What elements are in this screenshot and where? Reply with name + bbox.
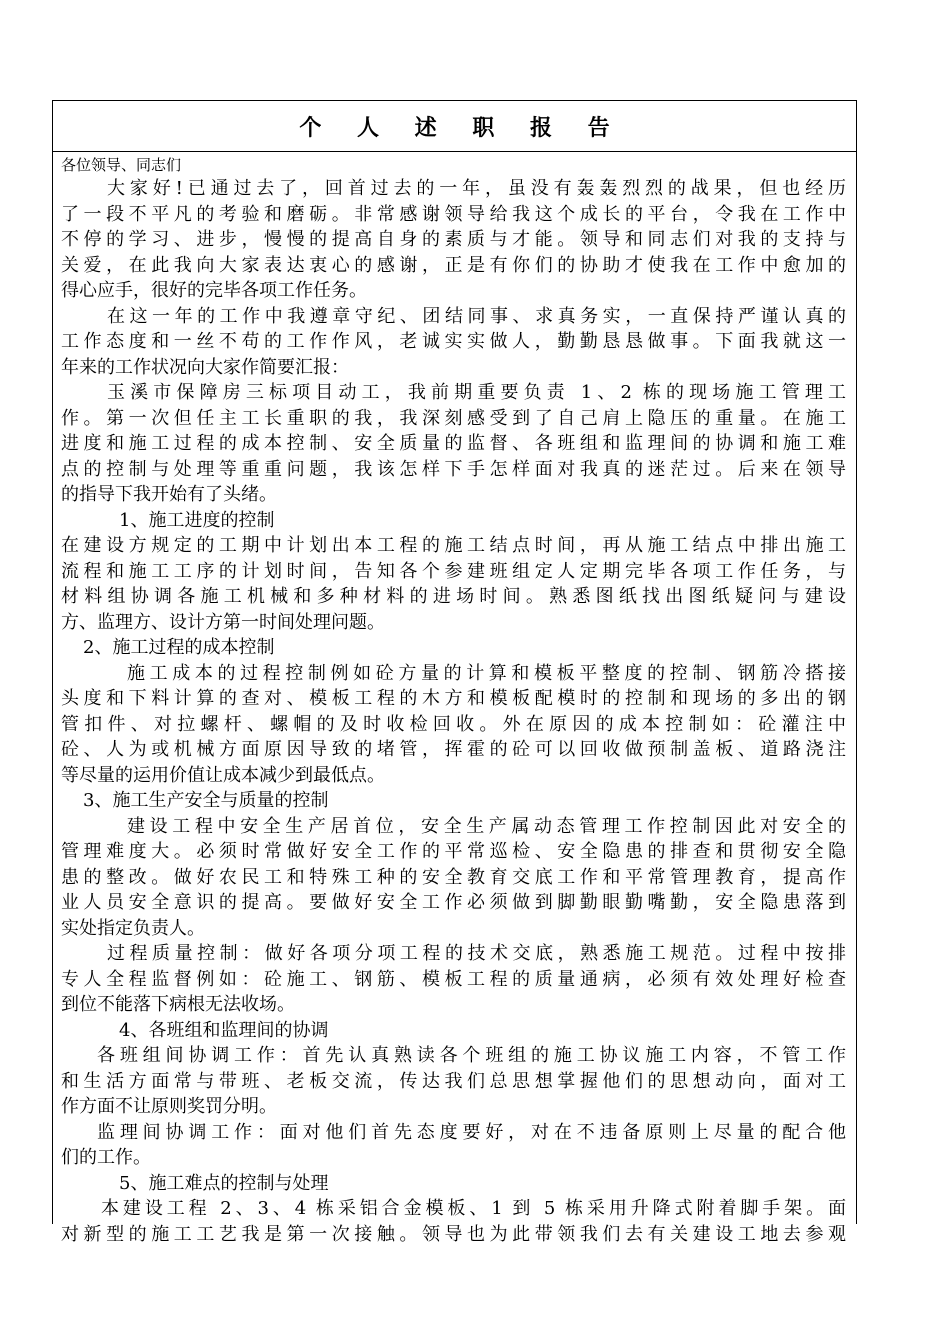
body-line: 材料组协调各施工机械和多种材料的进场时间。熟悉图纸找出图纸疑问与建设 — [61, 586, 846, 607]
body-line: 工作态度和一丝不苟的工作作风，老诚实实做人，勤勤恳恳做事。下面我就这一 — [61, 331, 846, 352]
title-row — [53, 101, 856, 152]
body-line: 管理难度大。必须时常做好安全工作的平常巡检、安全隐患的排查和贯彻安全隐 — [61, 841, 846, 862]
body-line: 大家好!已通过去了，回首过去的一年，虽没有轰轰烈烈的战果，但也经历 — [107, 178, 846, 199]
body-line: 关爱，在此我向大家表达衷心的感谢，正是有你们的协助才使我在工作中愈加的 — [61, 254, 846, 276]
body-line: 和生活方面常与带班、老板交流，传达我们总思想掌握他们的思想动向，面对工 — [61, 1070, 846, 1092]
body-line: 进度和施工过程的成本控制、安全质量的监督、各班组和监理间的协调和施工难 — [61, 433, 846, 454]
body-line: 到位不能落下病根无法收场。 — [61, 994, 295, 1015]
body-line: 本建设工程 2、3、4 栋采铝合金模板、1 到 5 栋采用升降式附着脚手架。面 — [101, 1198, 846, 1219]
body-line: 业人员安全意识的提高。要做好安全工作必须做到脚勤眼勤嘴勤，安全隐患落到 — [61, 892, 846, 913]
report-table — [52, 100, 857, 1245]
body-line: 施工成本的过程控制例如砼方量的计算和模板平整度的控制、钢筋冷搭接 — [127, 662, 846, 684]
body-line: 管扣件、对拉螺杆、螺帽的及时收检回收。外在原因的成本控制如：砼灌注中 — [61, 713, 846, 735]
body-line: 5、施工难点的控制与处理 — [119, 1172, 329, 1194]
body-line: 等尽量的运用价值让成本减少到最低点。 — [61, 764, 385, 786]
body-line: 1、施工进度的控制 — [119, 509, 275, 531]
body-line: 过程质量控制：做好各项分项工程的技术交底，熟悉施工规范。过程中按排 — [107, 943, 846, 964]
body-line: 作。第一次但任主工长重职的我，我深刻感受到了自己肩上隐压的重量。在施工 — [61, 407, 846, 429]
body-line: 玉溪市保障房三标项目动工，我前期重要负责 1、2 栋的现场施工管理工 — [107, 382, 846, 403]
body-line: 年来的工作状况向大家作简要汇报： — [61, 356, 349, 378]
body-line: 各班组间协调工作：首先认真熟读各个班组的施工协议施工内容，不管工作 — [97, 1045, 846, 1066]
body-line: 砼、人为或机械方面原因导致的堵管，挥霍的砼可以回收做预制盖板、道路浇注 — [61, 739, 846, 760]
report-body — [53, 152, 856, 1247]
body-line: 点的控制与处理等重重问题，我该怎样下手怎样面对我真的迷茫过。后来在领导 — [61, 458, 846, 480]
body-line: 的指导下我开始有了头绪。 — [61, 484, 277, 505]
body-line: 专人全程监督例如：砼施工、钢筋、模板工程的质量通病，必须有效处理好检查 — [61, 968, 846, 990]
body-line: 对新型的施工工艺我是第一次接触。领导也为此带领我们去有关建设工地去参观 — [61, 1223, 846, 1245]
body-line: 监理间协调工作：面对他们首先态度要好，对在不违备原则上尽量的配合他 — [97, 1121, 846, 1143]
body-line: 患的整改。做好农民工和特殊工种的安全教育交底工作和平常管理教育，提高作 — [61, 866, 846, 888]
body-line: 4、各班组和监理间的协调 — [119, 1019, 329, 1041]
body-line: 流程和施工工序的计划时间，告知各个参建班组定人定期完毕各项工作任务，与 — [61, 560, 846, 582]
body-line: 在建设方规定的工期中计划出本工程的施工结点时间，再从施工结点中排出施工 — [61, 535, 846, 556]
body-line: 各位领导、同志们 — [61, 156, 182, 174]
body-line: 不停的学习、进步，慢慢的提高自身的素质与才能。领导和同志们对我的支持与 — [61, 229, 846, 250]
report-title: 个 人 述 职 报 告 — [299, 114, 624, 141]
body-line: 实处指定负责人。 — [61, 917, 205, 939]
body-line: 在这一年的工作中我遵章守纪、团结同事、求真务实，一直保持严谨认真的 — [107, 305, 846, 327]
body-line: 建设工程中安全生产居首位，安全生产属动态管理工作控制因此对安全的 — [127, 815, 846, 837]
body-line: 了一段不平凡的考验和磨砺。非常感谢领导给我这个成长的平台，令我在工作中 — [61, 203, 846, 225]
body-line: 3、施工生产安全与质量的控制 — [83, 790, 329, 811]
body-line: 作方面不让原则奖罚分明。 — [61, 1096, 277, 1117]
body-line: 2、施工过程的成本控制 — [83, 637, 275, 658]
body-line: 们的工作。 — [61, 1147, 151, 1168]
body-line: 头度和下料计算的查对、模板工程的木方和模板配模时的控制和现场的多出的钢 — [61, 688, 846, 709]
body-line: 方、监理方、设计方第一时间处理问题。 — [61, 611, 385, 633]
body-line: 得心应手，很好的完毕各项工作任务。 — [61, 280, 367, 301]
